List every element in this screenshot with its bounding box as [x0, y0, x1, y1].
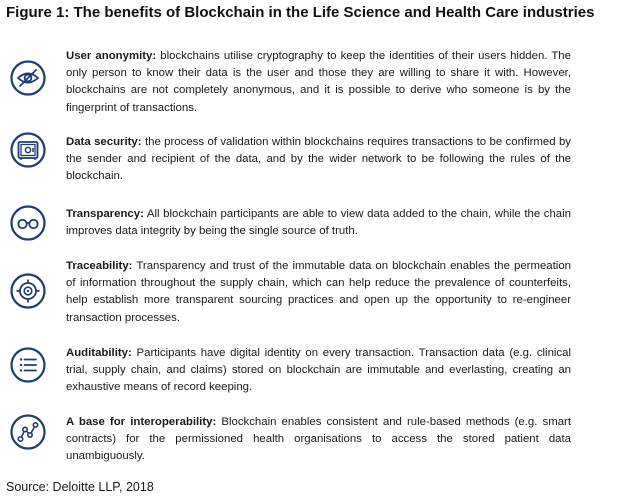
benefit-description: the process of validation within blockchains requires transactions to be confirmed by the sender and recipient of the data, and by the wider network to be following the rules of the blockchain. — [66, 136, 571, 183]
benefit-term: Transparency: — [66, 208, 144, 220]
source-note: Source: Deloitte LLP, 2018 — [6, 480, 154, 494]
glasses-icon — [10, 205, 46, 241]
target-icon — [10, 273, 46, 309]
eye-slash-icon — [10, 60, 46, 96]
list-icon — [10, 347, 46, 383]
benefit-text — [66, 258, 571, 327]
benefit-description: Blockchain enables consistent and rule-based methods (e.g. smart contracts) for the permissioned health organisations to access the stored patient data unambiguously. — [66, 416, 571, 463]
figure-title: Figure 1: The benefits of Blockchain in the Life Science and Health Care industries — [6, 4, 595, 21]
benefit-text — [66, 414, 571, 466]
benefit-text — [66, 48, 571, 117]
benefit-text — [66, 345, 571, 397]
benefit-term: A base for interoperability: — [66, 416, 217, 428]
benefit-term: Data security: — [66, 136, 142, 148]
benefit-text — [66, 206, 571, 240]
benefit-text — [66, 134, 571, 186]
benefit-description: blockchains utilise cryptography to keep the identities of their users hidden. The only person to know their data is the user and those they are willing to share it with. However, blockchains are not completely anonymous, and it is possible to derive who someone is by the fingerprint of transactions. — [66, 50, 571, 114]
benefit-term: Auditability: — [66, 347, 132, 359]
benefit-description: Transparency and trust of the immutable data on blockchain enables the permeation of information throughout the supply chain, which can help reduce the prevalence of counterfeits, help establish more transparent sourcing practices and open up the opportunity to re-engineer transaction processes. — [66, 260, 571, 324]
network-graph-icon — [10, 414, 46, 450]
benefit-term: User anonymity: — [66, 50, 157, 62]
safe-icon — [10, 132, 46, 168]
benefit-description: Participants have digital identity on every transaction. Transaction data (e.g. clinical trial, supply chain, and claims) stored on blockchain are immutable and everlasting, creating an exhaustive means of record keeping. — [66, 347, 571, 394]
benefit-description: All blockchain participants are able to view data added to the chain, while the chain improves data integrity by being the single source of truth. — [66, 208, 571, 238]
benefit-term: Traceability: — [66, 260, 133, 272]
